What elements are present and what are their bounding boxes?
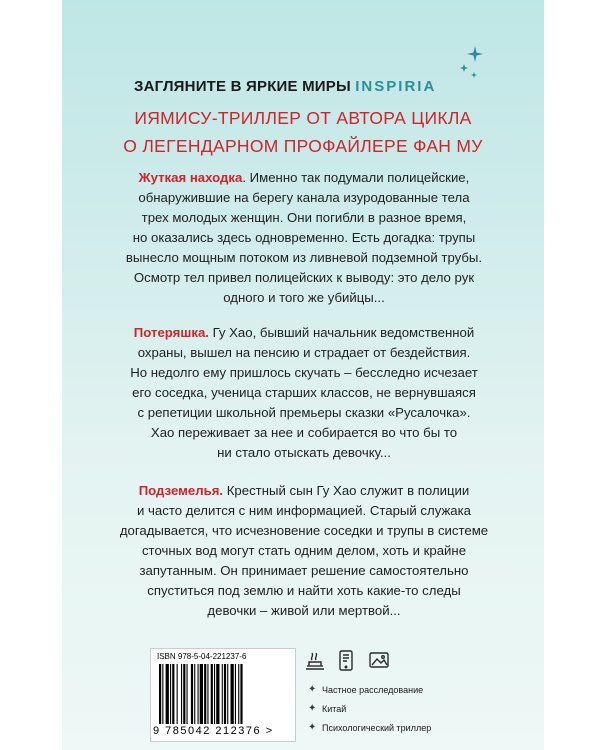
- synopsis-paragraph: [102, 168, 506, 308]
- format-icons: [302, 648, 402, 674]
- paragraph-line: спуститься под землю и найти хоть какие-то следы: [147, 583, 461, 598]
- paragraph-line: ни стало отыскать девочку...: [217, 445, 391, 460]
- headline-line: ИЯМИСУ-ТРИЛЛЕР ОТ АВТОРА ЦИКЛА: [134, 108, 472, 128]
- book-back-cover: [62, 0, 544, 750]
- genre-item: ✦ Китай: [308, 703, 347, 714]
- publisher-logo: INSPIRIA: [355, 78, 437, 95]
- paragraph-line: его соседка, ученица старших классов, не вернувшаяся: [132, 385, 476, 400]
- paragraph-line: с репетиции школьной премьеры сказки «Русалочка».: [137, 405, 471, 420]
- paragraph-line: Осмотр тел привел полицейских к выводу: это дело рук: [133, 270, 475, 285]
- barcode-label: [150, 648, 296, 742]
- paragraph-lead: Подземелья.: [138, 483, 224, 498]
- paragraph-line: трех молодых женщин. Они погибли в разное время,: [141, 210, 467, 225]
- paragraph-line: но оказались здесь одновременно. Есть догадка: трупы: [132, 230, 476, 245]
- paragraph-line: Хао переживает за нее и собирается во что бы то: [150, 425, 458, 440]
- star-icon: ✦: [308, 722, 317, 733]
- image-icon: [370, 653, 388, 667]
- tagline-text: ЗАГЛЯНИТЕ В ЯРКИЕ МИРЫ: [134, 78, 351, 95]
- paragraph-line: охраны, вышел на пенсию и страдает от бездействия.: [137, 345, 471, 360]
- genre-item: ✦ Частное расследование: [308, 684, 424, 695]
- paragraph-line: догадывается, что исчезновение соседки и трупы в системе: [119, 523, 489, 538]
- synopsis-paragraph: [102, 481, 506, 621]
- isbn-text: ISBN 978-5-04-221237-6: [157, 652, 247, 661]
- synopsis-paragraph: [102, 323, 506, 463]
- paragraph-line: девочки – живой или мертвой...: [207, 603, 401, 618]
- paragraph-line: и часто делится с ним информацией. Старый служака: [137, 503, 471, 518]
- publisher-tagline: [134, 78, 514, 102]
- genre-item: ✦ Психологический триллер: [308, 722, 432, 733]
- paragraph-line: Но недолго ему пришлось скучать – бесследно исчезает: [130, 365, 478, 380]
- star-icon: ✦: [308, 684, 317, 695]
- star-icon: ✦: [308, 703, 317, 714]
- paragraph-line: вынесло мощным потоком из ливневой подземной трубы.: [125, 250, 483, 265]
- paragraph-line: одного и того же убийцы...: [223, 290, 385, 305]
- paragraph-line: запутанным. Он принимает решение самостоятельно: [139, 563, 469, 578]
- paragraph-line: обнаружившие на берегу канала изуродованные тела: [138, 190, 470, 205]
- paragraph-line: Потеряшка. Гу Хао, бывший начальник ведомственной: [133, 325, 475, 340]
- paragraph-line: сточных вод могут стать одним делом, хоть и крайне: [141, 543, 467, 558]
- hot-drink-icon: [306, 653, 324, 669]
- paragraph-line: Подземелья. Крестный сын Гу Хао служит в полиции: [138, 483, 470, 498]
- tablet-icon: [340, 651, 352, 670]
- genre-list: [308, 680, 508, 737]
- paragraph-lead: Жуткая находка: [138, 170, 243, 185]
- headline-line: О ЛЕГЕНДАРНОМ ПРОФАЙЛЕРЕ ФАН МУ: [123, 136, 483, 156]
- headline: [92, 104, 514, 160]
- barcode: [159, 664, 287, 724]
- paragraph-line: Жуткая находка. Именно так подумали полицейские,: [138, 170, 470, 185]
- paragraph-lead: Потеряшка.: [133, 325, 209, 340]
- barcode-digits: 9 785042 212376 >: [153, 725, 274, 737]
